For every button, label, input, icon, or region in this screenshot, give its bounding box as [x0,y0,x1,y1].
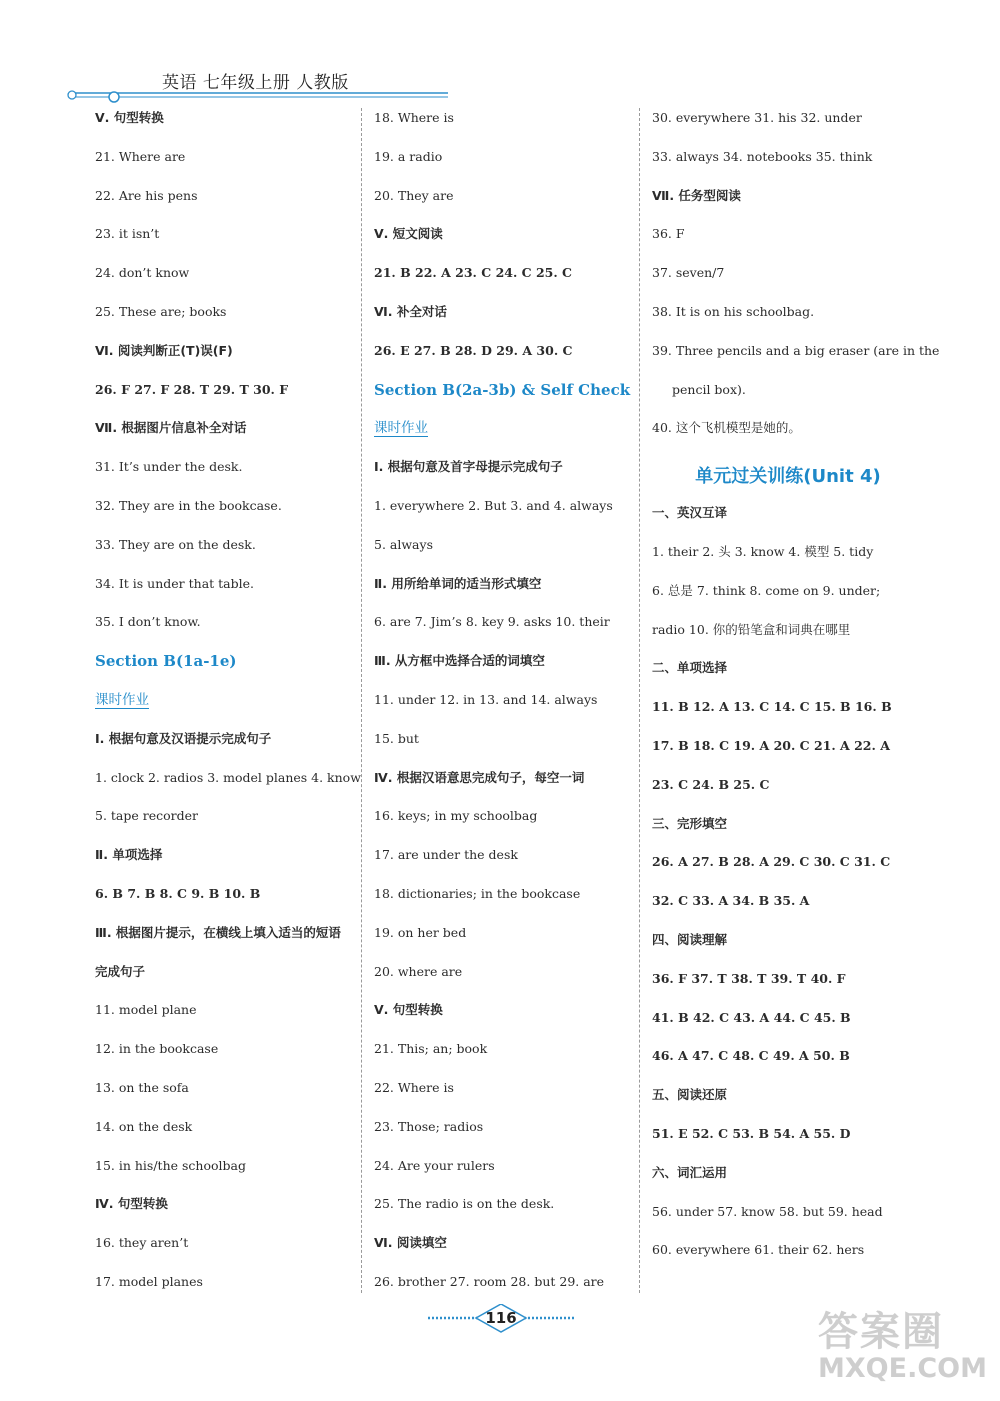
question-heading: Ⅰ. 根据句意及汉语提示完成句子 [95,730,272,746]
answer-line: 1. clock 2. radios 3. model planes 4. know [95,769,361,785]
answer-line: 38. It is on his schoolbag. [652,303,815,319]
answer-column-2 [374,108,631,1311]
answer-line: 23. C 24. B 25. C [652,776,770,792]
answer-line: 13. on the sofa [95,1079,189,1095]
page-number: 116 [485,1309,517,1327]
answer-line: 35. I don’t know. [95,614,201,630]
answer-line: 5. always [374,536,433,552]
question-heading: Ⅳ. 根据汉语意思完成句子，每空一词 [374,769,585,785]
answer-line: 26. E 27. B 28. D 29. A 30. C [374,342,573,358]
answer-line: 36. F [652,226,685,242]
answer-line: 32. They are in the bookcase. [95,497,282,513]
question-heading: 五、阅读还原 [652,1087,728,1103]
question-heading: Ⅴ. 句型转换 [374,1002,443,1018]
answer-line: 21. B 22. A 23. C 24. C 25. C [374,265,573,281]
answer-line: 19. a radio [374,148,443,164]
question-heading: Ⅵ. 补全对话 [374,303,447,319]
answer-line: 11. B 12. A 13. C 14. C 15. B 16. B [652,699,892,715]
answer-line: 51. E 52. C 53. B 54. A 55. D [652,1125,851,1141]
answer-line: 24. don’t know [95,265,190,281]
answer-line: 21. Where are [95,148,186,164]
page-header-title: 英语 七年级上册 人教版 [162,73,349,93]
answer-line: 16. they aren’t [95,1235,189,1251]
answer-line: 39. Three pencils and a big eraser (are in the [652,342,940,358]
section-title: Section B(1a-1e) [95,652,237,671]
answer-line: 30. everywhere 31. his 32. under [652,110,862,125]
question-heading: Ⅵ. 阅读填空 [374,1235,447,1251]
question-heading: Ⅴ. 句型转换 [95,110,164,125]
question-heading: Ⅰ. 根据句意及首字母提示完成句子 [374,459,563,475]
watermark [818,1310,993,1390]
question-heading: Ⅲ. 从方框中选择合适的词填空 [374,653,545,669]
answer-line: 24. Are your rulers [374,1157,495,1173]
question-heading: Ⅶ. 根据图片信息补全对话 [95,420,247,436]
question-heading: 完成句子 [95,963,146,979]
question-heading: 六、词汇运用 [652,1164,728,1180]
column-divider [639,108,640,1293]
answer-line: 37. seven/7 [652,265,725,281]
answer-column-3 [652,108,940,1279]
answer-line: 26. F 27. F 28. T 29. T 30. F [95,381,289,397]
unit-title: 单元过关训练(Unit 4) [695,466,881,488]
question-heading: Ⅴ. 短文阅读 [374,226,443,242]
watermark-url: MXQE.COM [818,1353,987,1384]
answer-line: 21. This; an; book [374,1041,488,1057]
answer-line: 34. It is under that table. [95,575,254,591]
question-heading: Ⅵ. 阅读判断正(T)误(F) [95,342,233,358]
question-heading: Ⅲ. 根据图片提示，在横线上填入适当的短语 [95,924,341,940]
answer-column-1 [95,108,361,1311]
answer-line: 56. under 57. know 58. but 59. head [652,1203,883,1219]
answer-line: 17. model planes [95,1273,203,1289]
watermark-logo: 答案圈 [818,1309,944,1355]
answer-line: 26. A 27. B 28. A 29. C 30. C 31. C [652,854,891,870]
answer-line: 18. Where is [374,110,454,125]
answer-line: 14. on the desk [95,1118,193,1134]
answer-line: 22. Are his pens [95,187,198,203]
answer-line: 22. Where is [374,1079,454,1095]
answer-line: 41. B 42. C 43. A 44. C 45. B [652,1009,851,1025]
question-heading: Ⅱ. 用所给单词的适当形式填空 [374,575,542,591]
answer-line: 32. C 33. A 34. B 35. A [652,893,810,909]
answer-line: 31. It’s under the desk. [95,459,243,475]
answer-line: 6. are 7. Jim’s 8. key 9. asks 10. their [374,614,610,630]
answer-line: 60. everywhere 61. their 62. hers [652,1242,865,1258]
answer-line: 11. under 12. in 13. and 14. always [374,691,598,707]
question-heading: 四、阅读理解 [652,931,728,947]
homework-label: 课时作业 [374,420,428,437]
answer-line: 33. They are on the desk. [95,536,256,552]
section-title: Section B(2a-3b) & Self Check [374,380,631,399]
answer-line: 20. where are [374,963,463,979]
header-rule [66,88,456,104]
answer-line: 16. keys; in my schoolbag [374,808,538,824]
question-heading: 三、完形填空 [652,815,728,831]
answer-line: 18. dictionaries; in the bookcase [374,885,581,901]
question-heading: Ⅳ. 句型转换 [95,1196,168,1212]
answer-line: 11. model plane [95,1002,197,1018]
answer-line-continued: pencil box). [672,381,746,397]
answer-line: 36. F 37. T 38. T 39. T 40. F [652,970,846,986]
question-heading: Ⅱ. 单项选择 [95,847,163,863]
answer-line: 23. Those; radios [374,1118,484,1134]
question-heading: 一、英汉互译 [652,505,728,521]
answer-line: radio 10. 你的铅笔盒和词典在哪里 [652,621,851,637]
answer-line: 33. always 34. notebooks 35. think [652,148,873,164]
question-heading: Ⅶ. 任务型阅读 [652,187,741,203]
homework-label: 课时作业 [95,691,149,708]
answer-line: 26. brother 27. room 28. but 29. are [374,1273,605,1289]
answer-line: 15. but [374,730,419,746]
question-heading: 二、单项选择 [652,660,728,676]
answer-line: 17. are under the desk [374,847,518,863]
answer-line: 20. They are [374,187,454,203]
answer-line: 25. These are; books [95,303,227,319]
answer-line: 1. everywhere 2. But 3. and 4. always [374,497,613,513]
answer-line: 6. B 7. B 8. C 9. B 10. B [95,885,261,901]
column-divider [361,108,362,1293]
answer-line: 23. it isn’t [95,226,160,242]
answer-line: 5. tape recorder [95,808,198,824]
answer-line: 15. in his/the schoolbag [95,1157,246,1173]
answer-line: 19. on her bed [374,924,467,940]
answer-line: 17. B 18. C 19. A 20. C 21. A 22. A [652,737,890,753]
answer-line: 12. in the bookcase [95,1041,219,1057]
answer-line: 46. A 47. C 48. C 49. A 50. B [652,1048,850,1064]
answer-line: 25. The radio is on the desk. [374,1196,555,1212]
answer-line: 40. 这个飞机模型是她的。 [652,420,801,436]
answer-line: 6. 总是 7. think 8. come on 9. under; [652,582,881,598]
answer-line: 1. their 2. 头 3. know 4. 模型 5. tidy [652,543,874,559]
